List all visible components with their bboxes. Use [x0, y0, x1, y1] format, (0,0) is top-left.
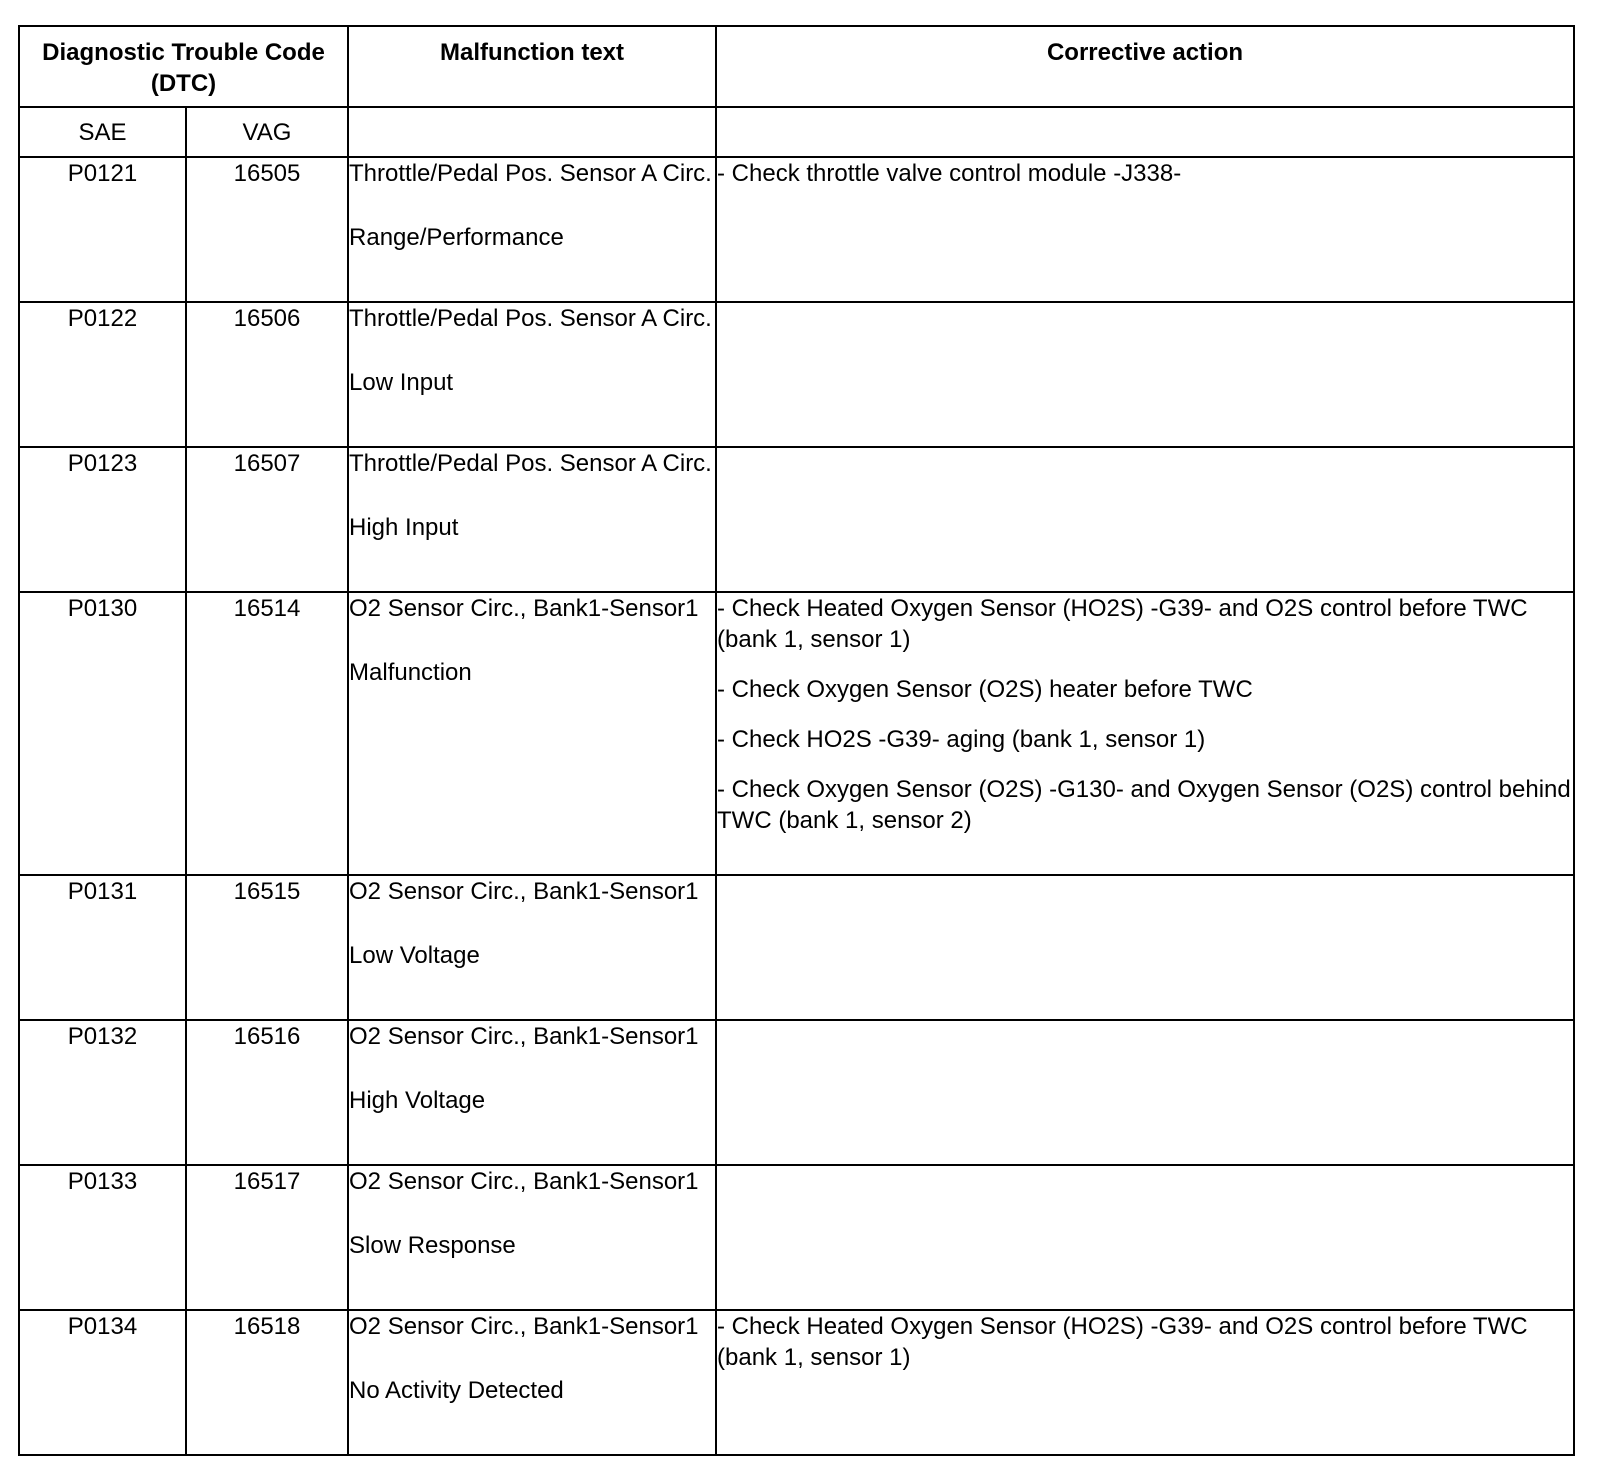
malfunction-name: O2 Sensor Circ., Bank1-Sensor1 [349, 1313, 699, 1340]
malfunction-text-cell [348, 1310, 716, 1455]
table-row [19, 157, 1574, 302]
dtc-header: Diagnostic Trouble Code (DTC) [19, 26, 348, 107]
malfunction-text-cell [348, 875, 716, 1020]
table-row [19, 1310, 1574, 1455]
table-body [19, 157, 1574, 1455]
vag-code-cell: 16515 [186, 875, 348, 1020]
sae-code-cell: P0121 [19, 157, 186, 302]
subheader-row [19, 107, 1574, 157]
table-row [19, 1165, 1574, 1310]
malfunction-name: O2 Sensor Circ., Bank1-Sensor1 [349, 1168, 699, 1195]
table-row [19, 447, 1574, 592]
malfunction-text-cell [348, 302, 716, 447]
corrective-action-cell [716, 592, 1574, 875]
sae-code-cell: P0134 [19, 1310, 186, 1455]
malfunction-text-header: Malfunction text [348, 26, 716, 107]
table-row [19, 1020, 1574, 1165]
corrective-action-item: - Check Heated Oxygen Sensor (HO2S) -G39- and O2S control before TWC (bank 1, sensor 1) [717, 595, 1528, 653]
corrective-action-cell [716, 447, 1574, 592]
malfunction-condition: High Voltage [349, 1087, 486, 1114]
vag-code-cell: 16517 [186, 1165, 348, 1310]
corrective-action-cell [716, 1020, 1574, 1165]
malfunction-text-cell [348, 592, 716, 875]
corrective-action-cell [716, 1310, 1574, 1455]
malfunction-condition: Range/Performance [349, 224, 564, 251]
malfunction-text-cell [348, 447, 716, 592]
sae-code-cell: P0130 [19, 592, 186, 875]
sae-code-cell: P0123 [19, 447, 186, 592]
table-row [19, 875, 1574, 1020]
corrective-action-cell [716, 302, 1574, 447]
sae-code-cell: P0133 [19, 1165, 186, 1310]
malfunction-name: O2 Sensor Circ., Bank1-Sensor1 [349, 1023, 699, 1050]
malfunction-condition: Malfunction [349, 659, 472, 686]
malfunction-text-cell [348, 1165, 716, 1310]
sae-code-cell: P0131 [19, 875, 186, 1020]
table-row [19, 302, 1574, 447]
corrective-action-item: - Check HO2S -G39- aging (bank 1, sensor 1) [717, 726, 1206, 753]
corrective-action-cell [716, 1165, 1574, 1310]
vag-code-cell: 16518 [186, 1310, 348, 1455]
table-row [19, 592, 1574, 875]
malfunction-name: Throttle/Pedal Pos. Sensor A Circ. [349, 450, 712, 477]
malfunction-name: O2 Sensor Circ., Bank1-Sensor1 [349, 878, 699, 905]
corrective-action-cell [716, 875, 1574, 1020]
vag-code-cell: 16514 [186, 592, 348, 875]
corrective-action-item: - Check Heated Oxygen Sensor (HO2S) -G39- and O2S control before TWC (bank 1, sensor 1) [717, 1313, 1528, 1371]
vag-code-cell: 16516 [186, 1020, 348, 1165]
corrective-action-item: - Check Oxygen Sensor (O2S) heater before TWC [717, 676, 1253, 703]
subheader-empty-cell [716, 107, 1574, 157]
header-row [19, 26, 1574, 107]
malfunction-condition: High Input [349, 514, 459, 541]
vag-code-cell: 16506 [186, 302, 348, 447]
vag-code-cell: 16505 [186, 157, 348, 302]
subheader-empty-cell [348, 107, 716, 157]
malfunction-name: Throttle/Pedal Pos. Sensor A Circ. [349, 160, 712, 187]
malfunction-text-cell [348, 1020, 716, 1165]
sae-header: SAE [19, 107, 186, 157]
dtc-table [18, 25, 1575, 1456]
malfunction-condition: Slow Response [349, 1232, 516, 1259]
malfunction-condition: No Activity Detected [349, 1377, 564, 1404]
sae-code-cell: P0132 [19, 1020, 186, 1165]
corrective-action-cell [716, 157, 1574, 302]
malfunction-name: Throttle/Pedal Pos. Sensor A Circ. [349, 305, 712, 332]
vag-header: VAG [186, 107, 348, 157]
vag-code-cell: 16507 [186, 447, 348, 592]
corrective-action-header: Corrective action [716, 26, 1574, 107]
corrective-action-item: - Check Oxygen Sensor (O2S) -G130- and Oxygen Sensor (O2S) control behind TWC (bank 1, sensor 2) [717, 776, 1571, 834]
malfunction-name: O2 Sensor Circ., Bank1-Sensor1 [349, 595, 699, 622]
malfunction-condition: Low Voltage [349, 942, 480, 969]
malfunction-text-cell [348, 157, 716, 302]
malfunction-condition: Low Input [349, 369, 454, 396]
corrective-action-item: - Check throttle valve control module -J338- [717, 160, 1182, 187]
sae-code-cell: P0122 [19, 302, 186, 447]
